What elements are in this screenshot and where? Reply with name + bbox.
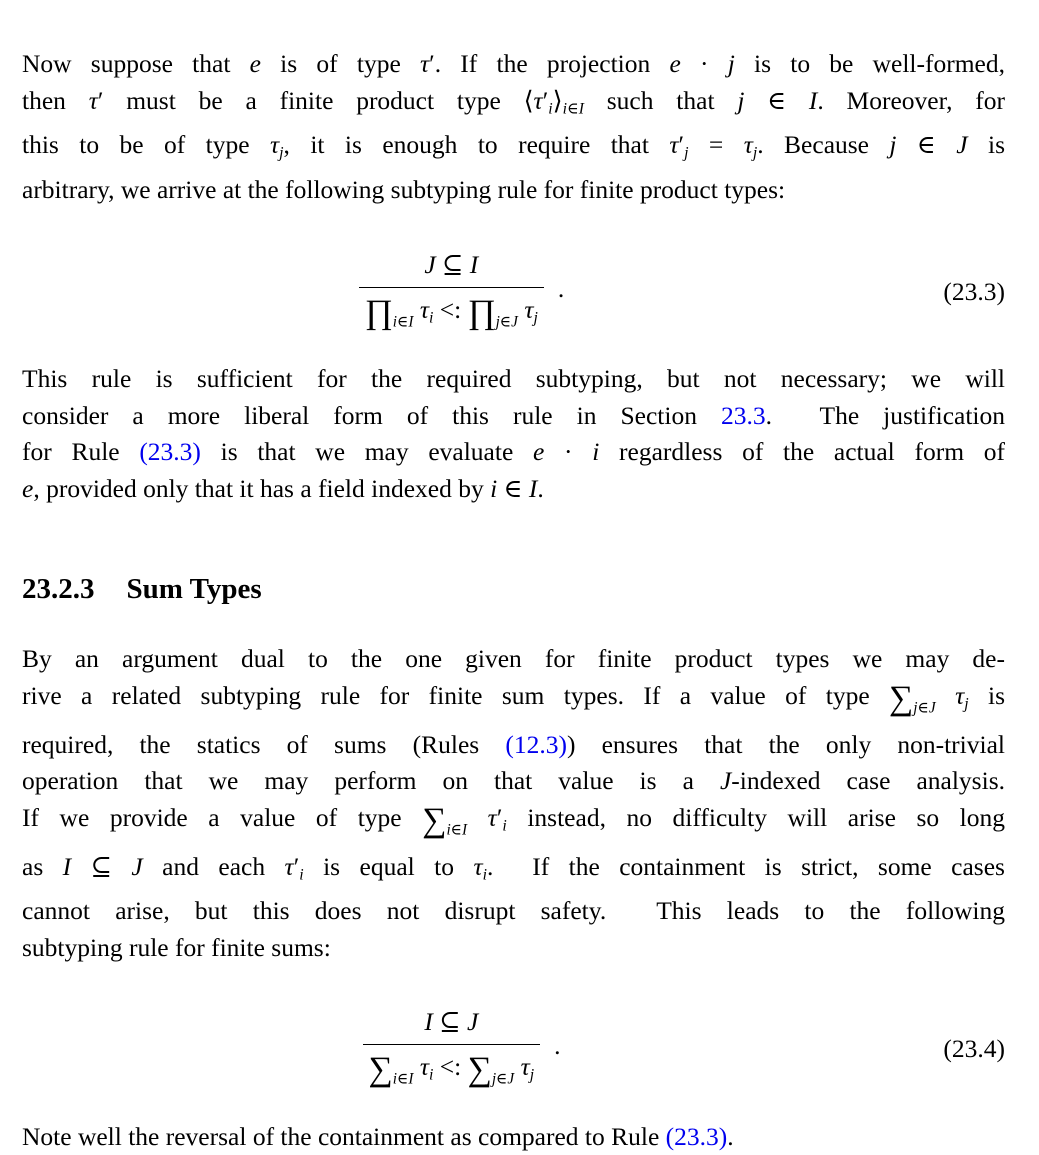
equation-number: (23.3)	[943, 276, 1005, 306]
rule-conclusion: $\prod_{i\in I}$ $\tau_i$ <: $\prod_{j\in J}$ $\tau_j$	[359, 287, 544, 331]
text-line: consider a more liberal form of this rule in Section 23.3. The justification	[22, 400, 1005, 430]
text-line: Note well the reversal of the containment as compared to Rule (23.3).	[22, 1121, 734, 1151]
cross-reference-link[interactable]: (12.3)	[505, 729, 567, 759]
sentence-period: .	[554, 1031, 561, 1061]
paragraph-rule-justification	[22, 361, 1005, 507]
inference-rule	[359, 250, 564, 331]
inference-rule	[363, 1007, 561, 1088]
paragraph-sum-subtyping	[22, 641, 1005, 966]
text-line: required, the statics of sums (Rules (12.3)) ensures that the only non-trivial	[22, 729, 1005, 759]
text-line: for Rule (23.3) is that we may evaluate e · i regardless of the actual form of	[22, 437, 1005, 467]
cross-reference-link[interactable]: (23.3)	[139, 437, 201, 467]
text-line: this to be of type $\tau_j$, it is enough to require that $\tau'_j = \tau_j$. Because j ∈ J is	[22, 130, 1005, 162]
cross-reference-link[interactable]: 23.3	[720, 400, 766, 430]
text-line: Now suppose that e is of type τ′. If the projection e · j is to be well-formed,	[22, 49, 1005, 78]
text-line: arbitrary, we arrive at the following subtyping rule for finite product types:	[22, 175, 786, 205]
text-line: then τ′ must be a finite product type $⟨\tau'_i⟩_{i\in I}$ such that j ∈ I. Moreover, for	[22, 85, 1005, 117]
text-line: as I ⊆ J and each $\tau'_i$ is equal to $\tau_i$. If the containment is strict, some cases	[22, 851, 1005, 883]
sentence-period: .	[557, 273, 565, 303]
text-line: rive a related subtyping rule for finite sum types. If a value of type $\sum_{j\in J}$ $\tau_j$ is	[22, 679, 1005, 717]
section-heading	[22, 571, 1005, 607]
cross-reference-link[interactable]: (23.3)	[665, 1121, 728, 1151]
section-title: Sum Types	[126, 573, 262, 606]
paragraph-containment-note	[22, 1119, 1005, 1155]
rule-fraction	[363, 1007, 541, 1088]
rule-conclusion: $\sum_{i\in I}$ $\tau_i$ <: $\sum_{j\in J}$ $\tau_j$	[363, 1044, 541, 1088]
display-rule-23-4	[22, 1007, 1005, 1088]
text-line: If we provide a value of type $\sum_{i\in I}$ $\tau'_i$ instead, no difficulty will arise so long	[22, 801, 1006, 839]
equation-number: (23.4)	[943, 1034, 1005, 1064]
display-rule-23-3	[22, 250, 1005, 331]
text-line: e, provided only that it has a field indexed by i ∈ I.	[22, 473, 544, 503]
rule-premise: I ⊆ J	[424, 1007, 479, 1037]
text-line: By an argument dual to the one given for finite product types we may de-	[22, 644, 1005, 674]
rule-premise: J ⊆ I	[424, 249, 479, 279]
text-line: This rule is sufficient for the required subtyping, but not necessary; we will	[22, 364, 1005, 394]
paragraph-product-subtyping	[22, 46, 1005, 209]
text-line: subtyping rule for finite sums:	[22, 932, 331, 962]
rule-fraction	[359, 250, 544, 331]
text-line: cannot arise, but this does not disrupt safety. This leads to the following	[22, 896, 1005, 926]
text-line: operation that we may perform on that value is a J-indexed case analysis.	[22, 766, 1005, 796]
section-number: 23.2.3	[22, 573, 95, 606]
